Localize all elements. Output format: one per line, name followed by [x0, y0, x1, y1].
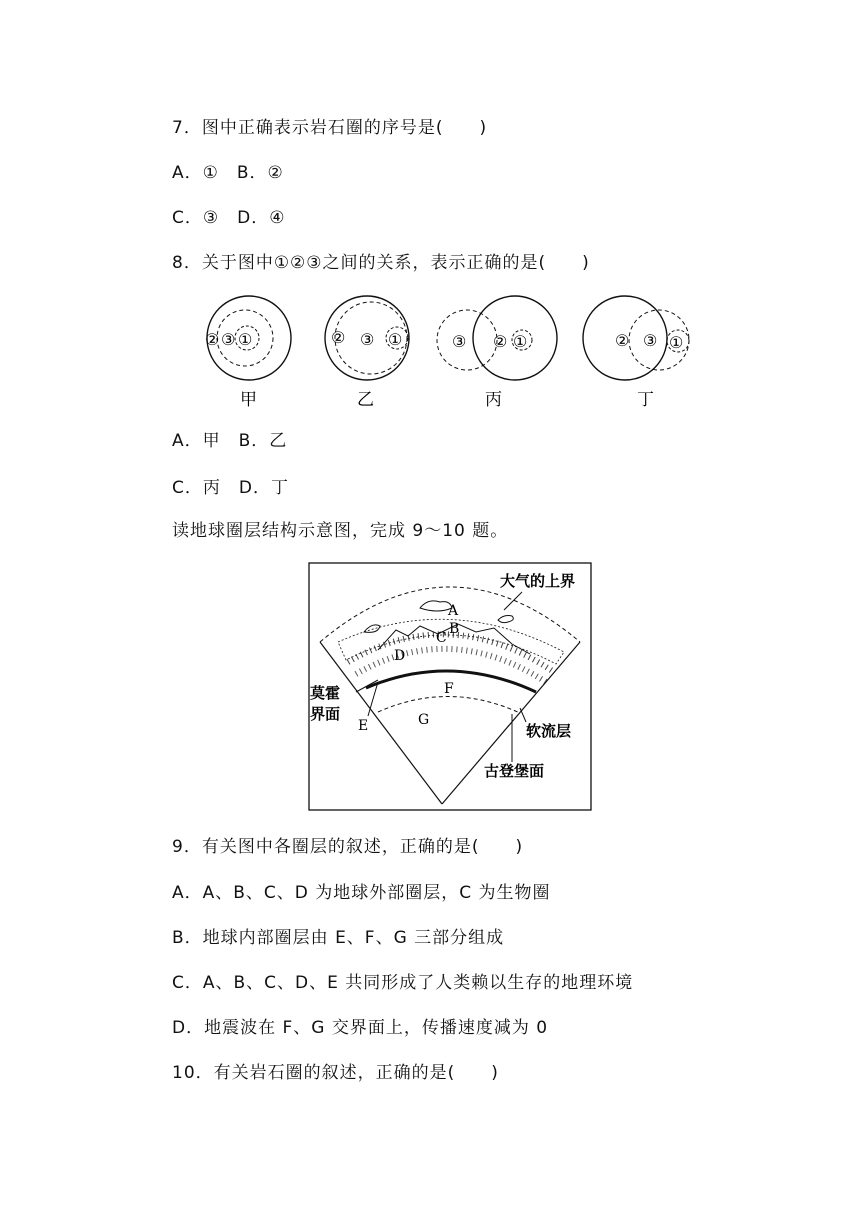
q9-option-a: A．A、B、C、D 为地球外部圈层，C 为生物圈	[172, 883, 551, 903]
label-gutenberg: 古登堡面	[484, 762, 545, 780]
label-B: B	[449, 621, 460, 637]
panel-yi-label-2: ③	[360, 330, 375, 349]
label-C: C	[436, 630, 447, 646]
panel-ding-label-1: ②	[615, 331, 630, 350]
label-asthenosphere: 软流层	[526, 722, 572, 740]
panel-bing	[437, 296, 557, 410]
panel-ding-label-2: ③	[643, 331, 658, 350]
panel-yi-caption: 乙	[357, 390, 374, 410]
q7-options-ab: A．① B．②	[172, 163, 284, 183]
q9-option-d: D．地震波在 F、G 交界面上，传播速度减为 0	[172, 1018, 549, 1038]
panel-jia-label-2: ③	[221, 330, 236, 349]
panel-yi-label-3: ①	[388, 330, 403, 349]
label-G: G	[418, 712, 430, 728]
panel-ding-caption: 丁	[637, 390, 654, 410]
panel-bing-caption: 丙	[485, 390, 502, 410]
panel-jia-caption: 甲	[240, 390, 257, 410]
label-moho-1: 莫霍	[310, 684, 341, 702]
intro-text: 读地球圈层结构示意图，完成 9～10 题。	[172, 521, 509, 541]
panel-yi	[325, 296, 409, 410]
panel-bing-label-2: ②	[493, 332, 508, 351]
panel-bing-label-1: ③	[452, 332, 467, 351]
earth-layers-figure	[308, 562, 592, 812]
label-D: D	[394, 648, 406, 664]
q8-options-cd: C．丙 D．丁	[172, 478, 289, 498]
label-E: E	[358, 718, 369, 734]
panel-jia	[205, 296, 291, 410]
q9-stem: 9．有关图中各圈层的叙述，正确的是( )	[172, 837, 524, 857]
q8-stem: 8．关于图中①②③之间的关系，表示正确的是( )	[172, 253, 590, 273]
label-F: F	[444, 681, 454, 697]
panel-ding-label-3: ①	[669, 333, 684, 352]
label-atmosphere-top: 大气的上界	[500, 572, 576, 590]
q9-option-c: C．A、B、C、D、E 共同形成了人类赖以生存的地理环境	[172, 973, 634, 993]
q9-option-b: B．地球内部圈层由 E、F、G 三部分组成	[172, 928, 505, 948]
panel-ding	[583, 296, 689, 410]
label-A: A	[448, 603, 459, 619]
label-moho-2: 界面	[310, 705, 341, 723]
q7-stem: 7．图中正确表示岩石圈的序号是( )	[172, 118, 488, 138]
q10-stem: 10．有关岩石圈的叙述，正确的是( )	[172, 1063, 499, 1083]
q7-options-cd: C．③ D．④	[172, 208, 286, 228]
panel-yi-label-1: ②	[331, 328, 346, 347]
q8-circles-figure	[195, 290, 705, 415]
q8-options-ab: A．甲 B．乙	[172, 431, 288, 451]
panel-jia-label-3: ①	[238, 330, 253, 349]
panel-bing-label-3: ①	[513, 332, 528, 351]
panel-jia-label-1: ②	[205, 330, 220, 349]
